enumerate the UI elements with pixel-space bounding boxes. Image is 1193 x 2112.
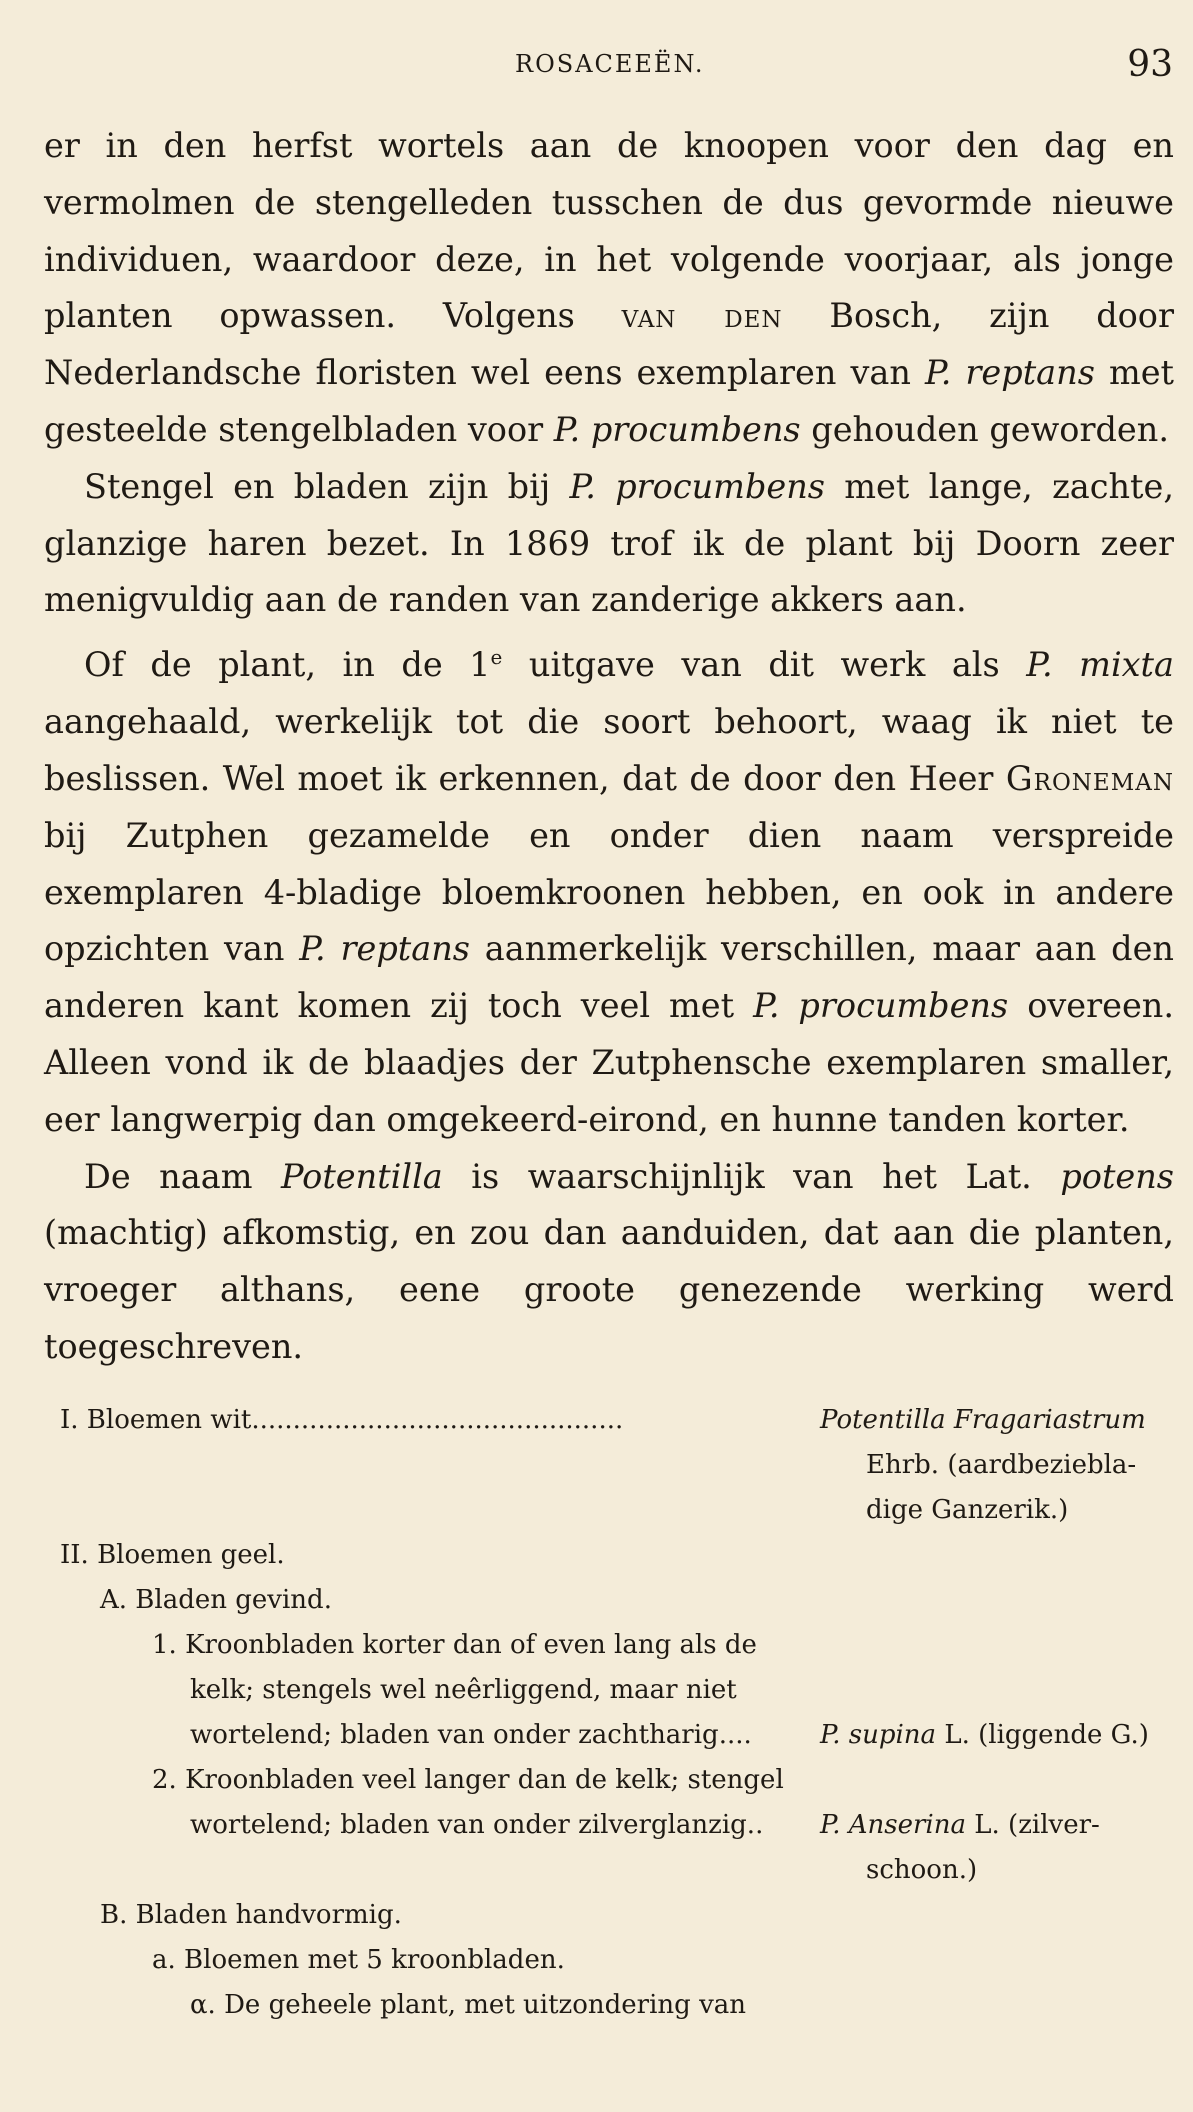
paragraph-1 [44,118,1174,459]
key-line-14: α. De geheele plant, met uitzondering van [190,1990,747,2020]
p4-text-c: (machtig) afkomstig, en zou dan aanduiden, dat aan die planten, vroeger althans, eene groote genezende werking werd toegeschreven. [44,1213,1174,1366]
key-line [60,1983,1170,2028]
key-line [60,1848,1170,1893]
key-line [60,1443,1170,1488]
key-line-8-authority: L. (liggende G.) [936,1720,1149,1750]
identification-key [60,1398,1170,2028]
p1-text-b: Bosch, zijn door Nederlandsche floristen wel eens exemplaren van [44,296,1174,393]
p3-text-e: aanmerkelijk verschillen, maar aan den anderen kant komen zij toch veel met [44,929,1174,1026]
key-line [60,1758,1170,1803]
key-line-10-authority: L. (zilver- [966,1810,1100,1840]
key-line-6: 1. Kroonbladen korter dan of even lang als de [152,1630,757,1660]
p2-text-b: met lange, zachte, glanzige haren bezet. In 1869 trof ik de plant bij Doorn zeer menigvuldig aan de randen van zanderige akkers aan. [44,466,1174,620]
p3-text-c: aangehaald, werkelijk tot die soort behoort, waag ik niet te beslissen. Wel moet ik erkennen, dat de door den Heer [44,702,1174,798]
p4-italic-1: Potentilla [280,1156,443,1196]
paragraph-3 [44,629,1174,1148]
p3-text-a: Of de plant, in de 1 [84,645,491,685]
key-line [60,1803,1170,1848]
p2-italic-1: P. procumbens [569,466,825,506]
paragraph-4 [44,1149,1174,1376]
key-line-7: kelk; stengels wel neêrliggend, maar niet [190,1675,737,1705]
page-header [0,44,1193,94]
key-line-9: 2. Kroonbladen veel langer dan de kelk; stengel [152,1765,784,1795]
p1-text-a: er in den herfst wortels aan de knoopen voor den dag en vermolmen de stengelleden tusschen de dus gevormde nieuwe individuen, waardoor deze, in het volgende voorjaar, als jonge planten opwassen. Volgens [44,126,1174,336]
key-line-10: wortelend; bladen van onder zilverglanzig.. [190,1810,764,1840]
p2-text-a: Stengel en bladen zijn bij [84,466,570,506]
paragraph-2 [44,459,1174,629]
key-line-13: a. Bloemen met 5 kroonbladen. [152,1945,565,1975]
key-line [60,1938,1170,1983]
key-line-2: Ehrb. (aardbeziebla- [866,1450,1137,1480]
p1-text-d: gehouden geworden. [800,409,1169,449]
key-line-8-taxon [820,1713,1149,1758]
key-line-5: A. Bladen gevind. [100,1585,332,1615]
key-line [60,1578,1170,1623]
body-text [44,118,1174,1376]
p3-smallcaps: Groneman [1005,758,1174,798]
key-line [60,1398,1170,1443]
p1-italic-1: P. reptans [924,353,1095,393]
p1-smallcaps: van den [621,296,783,336]
key-line [60,1668,1170,1713]
p3-italic-1: P. mixta [1026,645,1174,685]
p4-text-b: is waarschijnlijk van het Lat. [442,1156,1061,1196]
running-title: ROSACEEËN. [515,50,705,78]
p3-text-b: uitgave van dit werk als [502,645,1027,685]
p3-italic-3: P. procumbens [753,986,1009,1026]
key-line [60,1623,1170,1668]
key-line-12: B. Bladen handvormig. [100,1900,402,1930]
key-line-1: I. Bloemen wit............................................. [60,1405,624,1435]
p1-italic-2: P. procumbens [553,409,801,449]
p1-text-c: met gesteelde stengelbladen voor [44,353,1174,449]
p3-text-f: overeen. Alleen vond ik de blaadjes der Zutphensche exemplaren smaller, eer langwerpig dan omgekeerd-eirond, en hunne tanden korter. [44,986,1174,1139]
key-line-1-taxon: Potentilla Fragariastrum [820,1405,1146,1435]
p4-text-a: De naam [84,1156,281,1196]
key-line [60,1713,1170,1758]
key-line [60,1488,1170,1533]
page-number: 93 [1127,44,1173,85]
key-line-10-taxon-name: P. Anserina [820,1810,966,1840]
key-line-10-taxon [820,1803,1100,1848]
key-line-3: dige Ganzerik.) [866,1495,1069,1525]
key-line [60,1533,1170,1578]
key-line-4: II. Bloemen geel. [60,1540,285,1570]
p3-superscript: e [490,645,503,670]
key-line [60,1893,1170,1938]
key-line-8: wortelend; bladen van onder zachtharig.... [190,1720,752,1750]
p3-italic-2: P. reptans [299,929,470,969]
p3-text-d: bij Zutphen gezamelde en onder dien naam verspreide exemplaren 4-bladige bloemkroonen hebben, en ook in andere opzichten van [44,815,1174,969]
p4-italic-2: potens [1060,1156,1174,1196]
key-line-11: schoon.) [866,1855,978,1885]
key-line-8-taxon-name: P. supina [820,1720,937,1750]
